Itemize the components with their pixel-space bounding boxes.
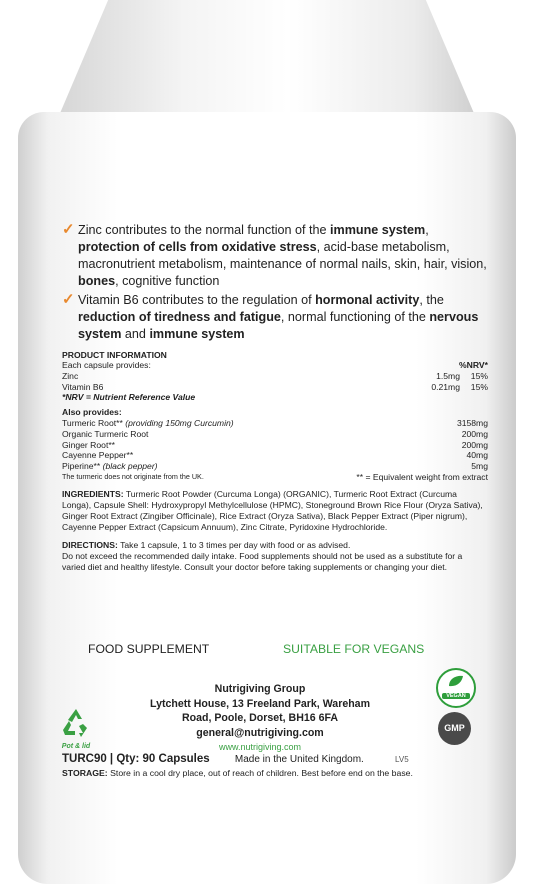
zinc-claim: ✓ Zinc contributes to the normal function of the immune system, protection of cells from oxidative stress, acid-base metabolism, macronutrient metabolism, maintenance of normal nails, skin, hair, vision, bones, cognitive function <box>62 221 487 288</box>
nutrient-header-row: Each capsule provides: %NRV* <box>62 360 488 370</box>
also-row: Piperine** (black pepper) 5mg <box>62 461 488 472</box>
product-code-line: TURC90 | Qty: 90 Capsules Made in the United Kingdom. LV5 <box>62 753 409 765</box>
recycle-icon: Pot & lid <box>56 706 96 754</box>
bottle-cap <box>58 0 476 118</box>
storage-text: STORAGE: Store in a cool dry place, out of reach of children. Best before end on the base. <box>62 768 413 778</box>
also-row: Ginger Root** 200mg <box>62 439 488 450</box>
ingredients-text: INGREDIENTS: Turmeric Root Powder (Curcuma Longa) (ORGANIC), Turmeric Root Extract (Curcuma Longa), Capsule Shell: Hydroxypropyl Methylcellulose (HPMC), Stoneground Brown Rice Flour (Oryza Sativa), Ginger Root Extract (Zingiber Officinale), Rice Extract (Oryza Sativa), Black Pepper Extract (Piper nigrum), Cayenne Pepper Extract (Capsicum Annuum), Zinc Citrate, Pyridoxine Hydrochloride. <box>62 488 483 533</box>
vegan-leaf-icon: VEGAN <box>436 668 476 708</box>
nutrient-row: Vitamin B6 0.21mg 15% <box>62 381 488 392</box>
nutrient-row: Zinc 1.5mg 15% <box>62 370 488 381</box>
footnote-row: The turmeric does not originate from the UK. ** = Equivalent weight from extract <box>62 471 488 482</box>
nrv-note: *NRV = Nutrient Reference Value <box>62 392 196 403</box>
gmp-badge-icon: GMP <box>438 712 471 745</box>
vitamin-b6-claim: ✓ Vitamin B6 contributes to the regulation of hormonal activity, the reduction of tiredness and fatigue, normal functioning of the nervous system and immune system <box>62 291 479 341</box>
recycle-symbol <box>59 706 93 738</box>
leaf-symbol <box>447 674 465 688</box>
check-icon: ✓ <box>62 291 75 308</box>
check-icon: ✓ <box>62 221 75 238</box>
also-row: Cayenne Pepper** 40mg <box>62 450 488 461</box>
directions-text: DIRECTIONS: Take 1 capsule, 1 to 3 times per day with food or as advised. Do not exceed the recommended daily intake. Food supplements should not be used as a substitute for a varied diet and healthy lifestyle. Consult your doctor before taking supplements or changing your diet. <box>62 539 463 572</box>
product-info-title: PRODUCT INFORMATION <box>62 350 167 360</box>
also-row: Turmeric Root** (providing 150mg Curcumin) 3158mg <box>62 417 488 428</box>
product-label <box>62 222 488 573</box>
vegan-suitable-label: SUITABLE FOR VEGANS <box>283 642 425 656</box>
company-contact: Nutrigiving Group Lytchett House, 13 Freeland Park, Wareham Road, Poole, Dorset, BH16 6FA general@nutrigiving.com www.nutrigiving.com <box>150 683 370 753</box>
also-provides-title: Also provides: <box>62 407 122 418</box>
also-row: Organic Turmeric Root 200mg <box>62 428 488 439</box>
food-supplement-label: FOOD SUPPLEMENT <box>88 642 210 656</box>
